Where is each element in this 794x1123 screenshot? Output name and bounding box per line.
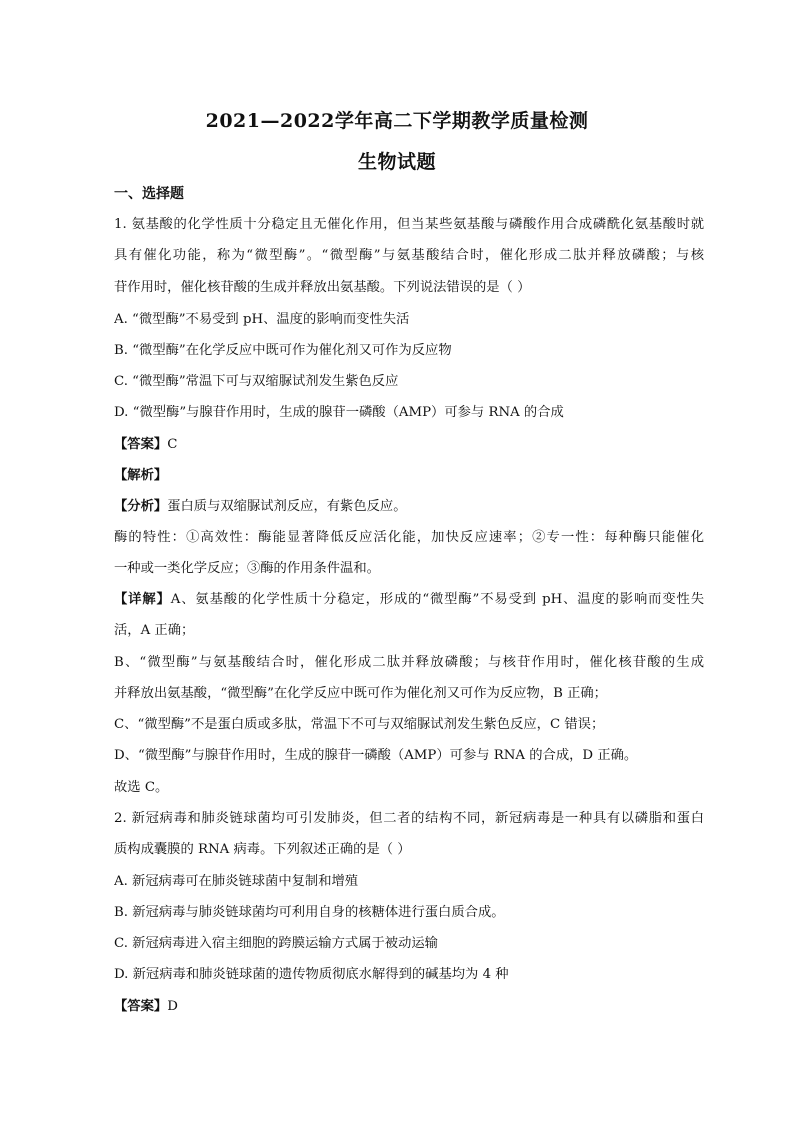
document-title: 2021—2022学年高二下学期教学质量检测 bbox=[205, 110, 589, 132]
answer-value: C bbox=[167, 437, 178, 452]
q1-detail-d: D、“微型酶”与腺苷作用时，生成的腺苷一磷酸（AMP）可参与 RNA 的合成，D 正确。 bbox=[114, 748, 638, 763]
q1-enzyme-line-2: 一种或一类化学反应；③酶的作用条件温和。 bbox=[114, 561, 380, 576]
q2-stem-line-1: 2. 新冠病毒和肺炎链球菌均可引发肺炎，但二者的结构不同，新冠病毒是一种具有以磷脂和蛋白 bbox=[114, 811, 704, 826]
q2-option-a: A. 新冠病毒可在肺炎链球菌中复制和增殖 bbox=[114, 874, 359, 889]
q1-detail-c: C、“微型酶”不是蛋白质或多肽，常温下不可与双缩脲试剂发生紫色反应，C 错误； bbox=[114, 717, 605, 732]
q1-conclusion: 故选 C。 bbox=[114, 780, 169, 795]
q1-detail-a-line-2: 活，A 正确； bbox=[114, 623, 195, 638]
answer-value: D bbox=[167, 999, 178, 1014]
q1-option-a: A. “微型酶”不易受到 pH、温度的影响而变性失活 bbox=[114, 312, 410, 327]
q1-option-d: D. “微型酶”与腺苷作用时，生成的腺苷一磷酸（AMP）可参与 RNA 的合成 bbox=[114, 405, 564, 420]
q1-option-c: C. “微型酶”常温下可与双缩脲试剂发生紫色反应 bbox=[114, 374, 399, 389]
q1-stem-line-1: 1. 氨基酸的化学性质十分稳定且无催化作用，但当某些氨基酸与磷酸作用合成磷酰化氨基酸时就 bbox=[114, 217, 704, 232]
section-heading: 一、选择题 bbox=[114, 186, 184, 202]
q1-stem-line-2: 具有催化功能，称为“微型酶”。“微型酶”与氨基酸结合时，催化形成二肽并释放磷酸；与核 bbox=[114, 248, 704, 263]
detail-a-text: A、氨基酸的化学性质十分稳定，形成的“微型酶”不易受到 pH、温度的影响而变性失 bbox=[170, 592, 704, 607]
q1-enzyme-line-1: 酶的特性：①高效性：酶能显著降低反应活化能，加快反应速率；②专一性：每种酶只能催化 bbox=[114, 530, 704, 545]
fenxi-label: 【分析】 bbox=[114, 499, 168, 514]
q2-answer bbox=[114, 997, 704, 1017]
fenxi-text: 蛋白质与双缩脲试剂反应，有紫色反应。 bbox=[167, 499, 407, 514]
q1-analysis-label: 【解析】 bbox=[114, 468, 168, 483]
answer-label: 【答案】 bbox=[114, 999, 168, 1014]
q2-option-c: C. 新冠病毒进入宿主细胞的跨膜运输方式属于被动运输 bbox=[114, 936, 438, 951]
q2-option-d: D. 新冠病毒和肺炎链球菌的遗传物质彻底水解得到的碱基均为 4 种 bbox=[114, 967, 509, 982]
q2-stem-line-2: 质构成囊膜的 RNA 病毒。下列叙述正确的是（ ） bbox=[114, 842, 411, 857]
q1-option-b: B. “微型酶”在化学反应中既可作为催化剂又可作为反应物 bbox=[114, 343, 452, 358]
q2-option-b: B. 新冠病毒与肺炎链球菌均可利用自身的核糖体进行蛋白质合成。 bbox=[114, 905, 505, 920]
q1-stem-line-3: 苷作用时，催化核苷酸的生成并释放出氨基酸。下列说法错误的是（ ） bbox=[114, 280, 531, 295]
q1-detail-b-line-2: 并释放出氨基酸，“微型酶”在化学反应中既可作为催化剂又可作为反应物，B 正确； bbox=[114, 686, 607, 701]
q1-detail-b-line-1: B、“微型酶”与氨基酸结合时，催化形成二肽并释放磷酸；与核苷作用时，催化核苷酸的生成 bbox=[114, 655, 704, 670]
answer-label: 【答案】 bbox=[114, 437, 168, 452]
q1-detail-a-line-1 bbox=[114, 590, 704, 610]
q1-answer bbox=[114, 435, 704, 455]
document-subtitle: 生物试题 bbox=[357, 151, 436, 173]
q1-fenxi bbox=[114, 497, 704, 517]
detail-label: 【详解】 bbox=[114, 592, 171, 607]
